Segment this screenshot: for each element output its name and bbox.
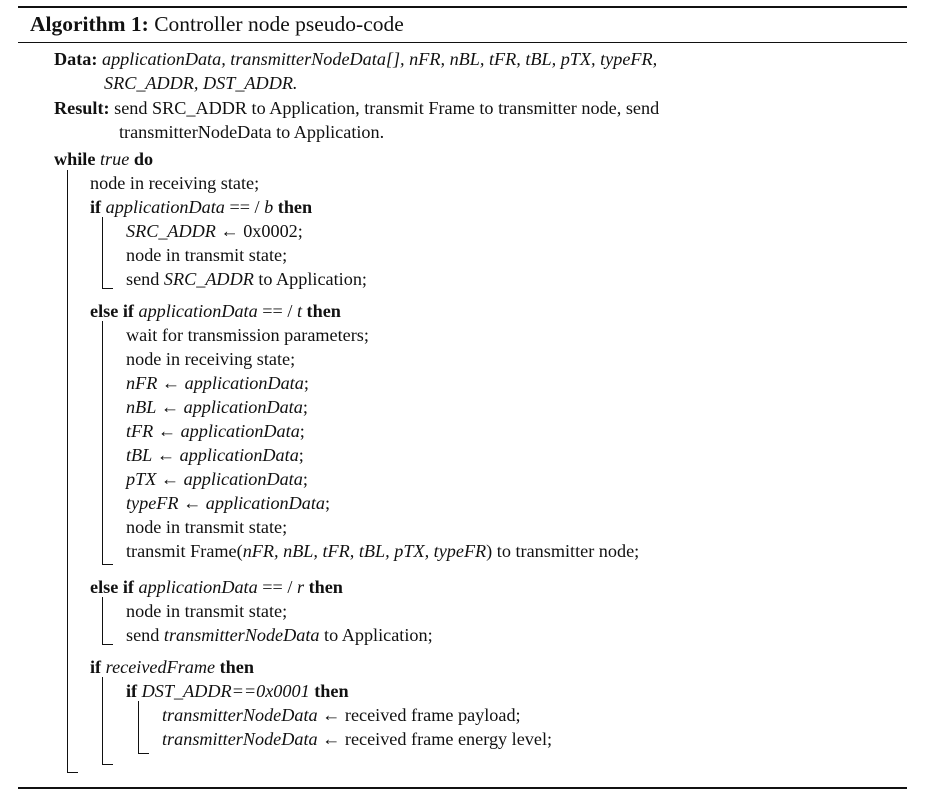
code-text: ;: [302, 469, 308, 489]
keyword: else if: [90, 301, 134, 321]
code-text: ) to transmitter node;: [486, 541, 640, 561]
code-line-l21: [90, 655, 254, 679]
code-text: == /: [224, 197, 265, 217]
code-line-l16: [126, 515, 287, 539]
code-line-l13: [126, 443, 304, 467]
math-var: transmitterNodeData: [162, 705, 318, 725]
code-text: ←: [156, 397, 184, 417]
data-label: Data:: [54, 49, 98, 69]
code-line-l05: [126, 243, 287, 267]
code-line-l04: [126, 219, 303, 243]
code-line-l17: [126, 539, 639, 563]
keyword: then: [314, 681, 349, 701]
math-var: DST_ADDR==0x0001: [141, 681, 310, 701]
data-vars-2: SRC_ADDR, DST_ADDR.: [104, 73, 298, 93]
result-line-2: [119, 120, 384, 144]
code-text: ;: [302, 397, 308, 417]
result-label: Result:: [54, 98, 110, 118]
code-line-l18: [90, 575, 343, 599]
math-var: transmitterNodeData: [163, 625, 320, 645]
math-var: SRC_ADDR: [126, 221, 216, 241]
code-line-l19: [126, 599, 287, 623]
keyword: else if: [90, 577, 134, 597]
top-rule: [18, 6, 907, 8]
code-text: node in transmit state;: [126, 245, 288, 265]
code-text: send: [126, 625, 164, 645]
math-var: applicationData: [205, 493, 326, 513]
caption-rule: [18, 42, 907, 43]
math-var: nFR: [126, 373, 158, 393]
math-var: tFR: [126, 421, 154, 441]
code-text: transmit Frame(: [126, 541, 243, 561]
code-line-l23: [162, 703, 521, 727]
code-text: ← 0x0002;: [215, 221, 303, 241]
keyword: do: [133, 149, 154, 169]
code-text: wait for transmission parameters;: [126, 325, 369, 345]
code-text: ←: [156, 469, 184, 489]
code-text: ;: [299, 421, 305, 441]
math-var: typeFR: [126, 493, 179, 513]
math-var: transmitterNodeData: [162, 729, 318, 749]
code-text: ;: [303, 373, 309, 393]
keyword: then: [219, 657, 254, 677]
code-text: ←: [178, 493, 206, 513]
math-var: pTX: [126, 469, 157, 489]
code-text: ← received frame payload;: [317, 705, 521, 725]
code-text: to Application;: [319, 625, 433, 645]
code-text: node in receiving state;: [126, 349, 296, 369]
keyword: while: [54, 149, 96, 169]
code-line-l03: [90, 195, 312, 219]
code-line-l22: [126, 679, 349, 703]
result-text-2: transmitterNodeData to Application.: [119, 122, 385, 142]
result-line-1: [54, 96, 659, 120]
code-line-l01: [54, 147, 153, 171]
code-text: node in transmit state;: [126, 517, 288, 537]
keyword: if: [126, 681, 138, 701]
if-received-block-bracket: [102, 677, 113, 765]
bottom-rule: [18, 787, 907, 789]
data-line-2: [104, 71, 297, 95]
math-var: applicationData: [184, 373, 304, 393]
code-text: node in receiving state;: [90, 173, 260, 193]
if-dst-block-bracket: [138, 701, 149, 754]
code-line-l11: [126, 395, 308, 419]
code-line-l20: [126, 623, 433, 647]
keyword: then: [306, 301, 341, 321]
math-var: applicationData: [183, 397, 303, 417]
math-var: r: [296, 577, 305, 597]
math-var: applicationData: [180, 421, 300, 441]
code-text: ;: [298, 445, 304, 465]
code-line-l09: [126, 347, 295, 371]
math-var: true: [99, 149, 130, 169]
code-text: send: [126, 269, 164, 289]
data-vars-1: applicationData, transmitterNodeData[], nFR, nBL, tFR, tBL, pTX, typeFR,: [101, 49, 658, 69]
code-line-l07: [90, 299, 341, 323]
math-var: applicationData: [183, 469, 303, 489]
result-text-1: send SRC_ADDR to Application, transmit Frame to transmitter node, send: [114, 98, 660, 118]
code-text: ←: [153, 421, 181, 441]
algorithm-label: Algorithm 1:: [30, 12, 149, 36]
keyword: then: [277, 197, 313, 217]
code-text: to Application;: [253, 269, 367, 289]
keyword: if: [90, 657, 102, 677]
math-var: applicationData: [138, 301, 258, 321]
code-text: ←: [157, 373, 185, 393]
code-line-l24: [162, 727, 552, 751]
else-if-t-block-bracket: [102, 321, 113, 565]
code-line-l10: [126, 371, 309, 395]
code-line-l12: [126, 419, 305, 443]
code-text: node in transmit state;: [126, 601, 288, 621]
code-text: ← received frame energy level;: [317, 729, 553, 749]
else-if-r-block-bracket: [102, 597, 113, 645]
if-b-block-bracket: [102, 217, 113, 289]
while-block-bracket: [67, 170, 78, 773]
keyword: then: [308, 577, 343, 597]
code-text: == /: [257, 301, 297, 321]
data-line-1: [54, 47, 657, 71]
code-text: ;: [325, 493, 331, 513]
code-line-l06: [126, 267, 367, 291]
code-line-l08: [126, 323, 369, 347]
algorithm-title: Controller node pseudo-code: [154, 12, 404, 36]
code-line-l15: [126, 491, 330, 515]
math-var: applicationData: [179, 445, 299, 465]
code-text: == /: [257, 577, 297, 597]
math-var: nFR, nBL, tFR, tBL, pTX, typeFR: [242, 541, 487, 561]
keyword: if: [90, 197, 102, 217]
algorithm-caption: [30, 9, 404, 39]
math-var: receivedFrame: [105, 657, 216, 677]
code-line-l02: [90, 171, 259, 195]
math-var: SRC_ADDR: [163, 269, 254, 289]
math-var: applicationData: [138, 577, 258, 597]
code-line-l14: [126, 467, 308, 491]
math-var: t: [296, 301, 302, 321]
math-var: tBL: [126, 445, 153, 465]
math-var: b: [264, 197, 274, 217]
math-var: applicationData: [105, 197, 225, 217]
math-var: nBL: [126, 397, 157, 417]
code-text: ←: [152, 445, 180, 465]
